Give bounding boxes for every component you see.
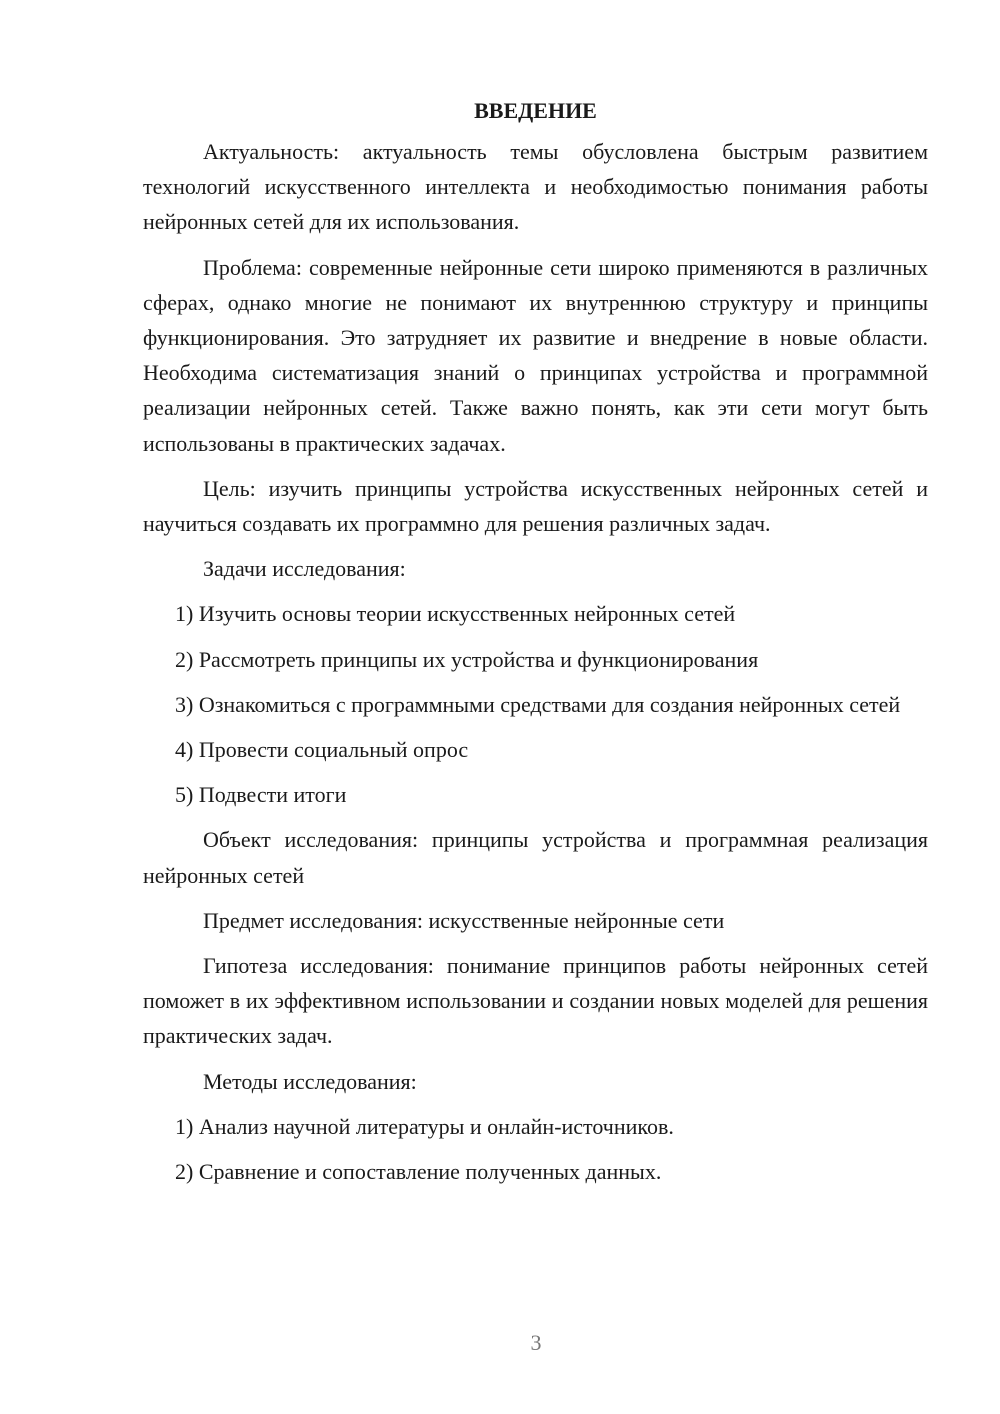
- methods-heading: Методы исследования:: [203, 1068, 417, 1094]
- relevance-paragraph: Актуальность: актуальность темы обусловлена быстрым развитием технологий искусственного интеллекта и необходимостью понимания работы нейронных сетей для их использования.: [143, 139, 928, 235]
- problem-paragraph: Проблема: современные нейронные сети широко применяются в различных сферах, однако многие не понимают их внутреннюю структуру и принципы функционирования. Это затрудняет их развитие и внедрение в новые области. Необходима систематизация знаний о принципах устройства и программной реализации нейронных сетей. Также важно понять, как эти сети могут быть использованы в практических задачах.: [143, 254, 928, 456]
- method-item: 2) Сравнение и сопоставление полученных данных.: [175, 1159, 662, 1185]
- task-item: 1) Изучить основы теории искусственных нейронных сетей: [175, 601, 736, 627]
- subject-paragraph: Предмет исследования: искусственные нейронные сети: [203, 907, 725, 933]
- object-paragraph: Объект исследования: принципы устройства и программная реализация нейронных сетей: [143, 827, 928, 888]
- document-page: [143, 96, 928, 1199]
- task-item: 4) Провести социальный опрос: [175, 737, 469, 763]
- section-title: ВВЕДЕНИЕ: [474, 98, 597, 123]
- task-item: 3) Ознакомиться с программными средствами для создания нейронных сетей: [175, 691, 901, 717]
- task-item: 5) Подвести итоги: [175, 782, 347, 808]
- hypothesis-paragraph: Гипотеза исследования: понимание принципов работы нейронных сетей поможет в их эффективном использовании и создании новых моделей для решения практических задач.: [143, 953, 928, 1049]
- method-item: 1) Анализ научной литературы и онлайн-источников.: [175, 1113, 674, 1139]
- page-number: 3: [530, 1330, 542, 1355]
- task-item: 2) Рассмотреть принципы их устройства и функционирования: [175, 646, 759, 672]
- goal-paragraph: Цель: изучить принципы устройства искусственных нейронных сетей и научиться создавать их программно для решения различных задач.: [143, 475, 928, 537]
- tasks-heading: Задачи исследования:: [203, 556, 406, 582]
